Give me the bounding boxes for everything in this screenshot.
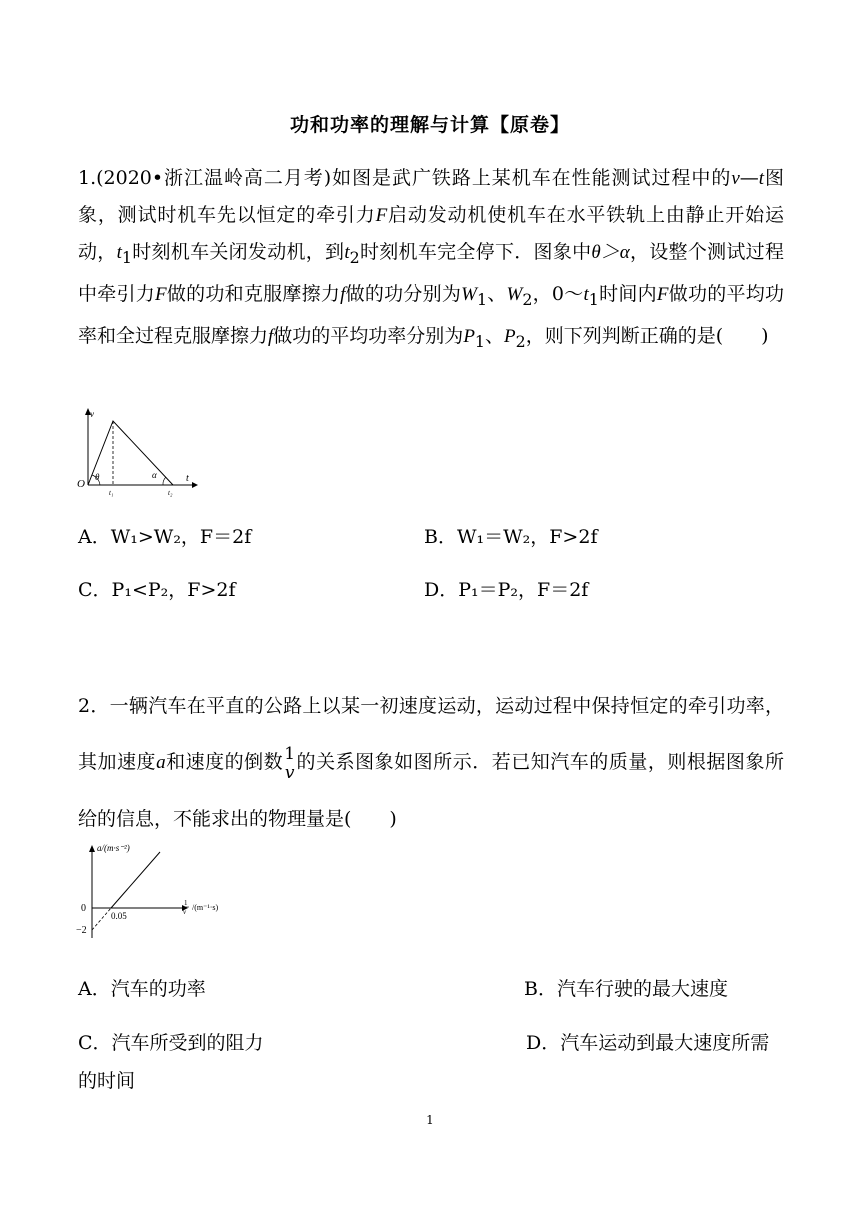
q1-theta-label: θ [95,472,100,482]
page-title: 功和功率的理解与计算【原卷】 [289,114,570,136]
q1-alpha-label: α [152,470,157,480]
question-1-text: 1.(2020•浙江温岭高二月考)如图是武广铁路上某机车在性能测试过程中的v—t图象，测试时机车先以恒定的牵引力F启动发动机使机车在水平铁轨上由静止开始运动，$t_1$时刻机车关闭发动机，到$t_2$时刻机车完全停下．图象中θ＞α，设整个测试过程中牵引力F做的功和克服摩擦力f做的功分别为$W_1$、$W_2$，$0\sim t_1$时间内F做功的平均功率和全过程克服摩擦力f做功的平均功率分别为$P_1$、$P_2$，则下列判断正确的是( ) [78,167,784,351]
q1-option-c: C．P₁<P₂，F>2f [78,579,236,601]
q2-solid-line [111,852,160,908]
question-2-text: 2．一辆汽车在平直的公路上以某一初速度运动，运动过程中保持恒定的牵引功率，其加速度a和速度的倒数 1 v 的关系图象如图所示．若已知汽车的质量，则根据图象所给的信息，不能求出的物理量是( ) [78,695,784,830]
q2-x-num: 1 [184,899,188,907]
q2-option-c: C．汽车所受到的阻力 [78,1032,264,1054]
q1-option-d: D．P₁＝P₂，F＝2f [424,579,589,601]
q2-option-a: A．汽车的功率 [78,978,206,1000]
q2-x-tick: 0.05 [111,911,127,921]
q2-y-label: a/(m·s⁻²) [97,843,130,853]
q2-zero-label: 0 [81,903,86,914]
q2-dashed-line [92,908,111,930]
q1-option-a: A．W₁>W₂，F＝2f [78,526,252,548]
q1-option-b: B．W₁＝W₂，F>2f [424,526,598,548]
q1-t1-label: t₁ [109,489,114,497]
q1-origin-label: O [77,478,85,490]
q2-x-unit: /(m⁻¹·s) [192,903,219,912]
q2-option-d: D．汽车运动到最大速度所需 [526,1032,770,1054]
q1-alpha-arc [163,477,166,485]
q2-option-b: B．汽车行驶的最大速度 [524,978,728,1000]
q1-vt-graph [74,405,204,497]
q2-y-tick: −2 [76,925,87,936]
q1-t2-label: t₂ [168,489,173,497]
q2-option-d-continued: 的时间 [78,1070,136,1092]
q1-v-label: v [90,409,94,419]
q2-y-axis-arrow [89,845,95,852]
page-number: 1 [426,1113,434,1127]
q2-a-graph [70,840,240,945]
q1-vt-line [88,421,173,485]
q1-t-axis-arrow [192,482,198,488]
q2-x-den: v [183,908,187,916]
q1-t-label: t [186,473,189,484]
q2-fraction: 1 v [284,743,296,783]
